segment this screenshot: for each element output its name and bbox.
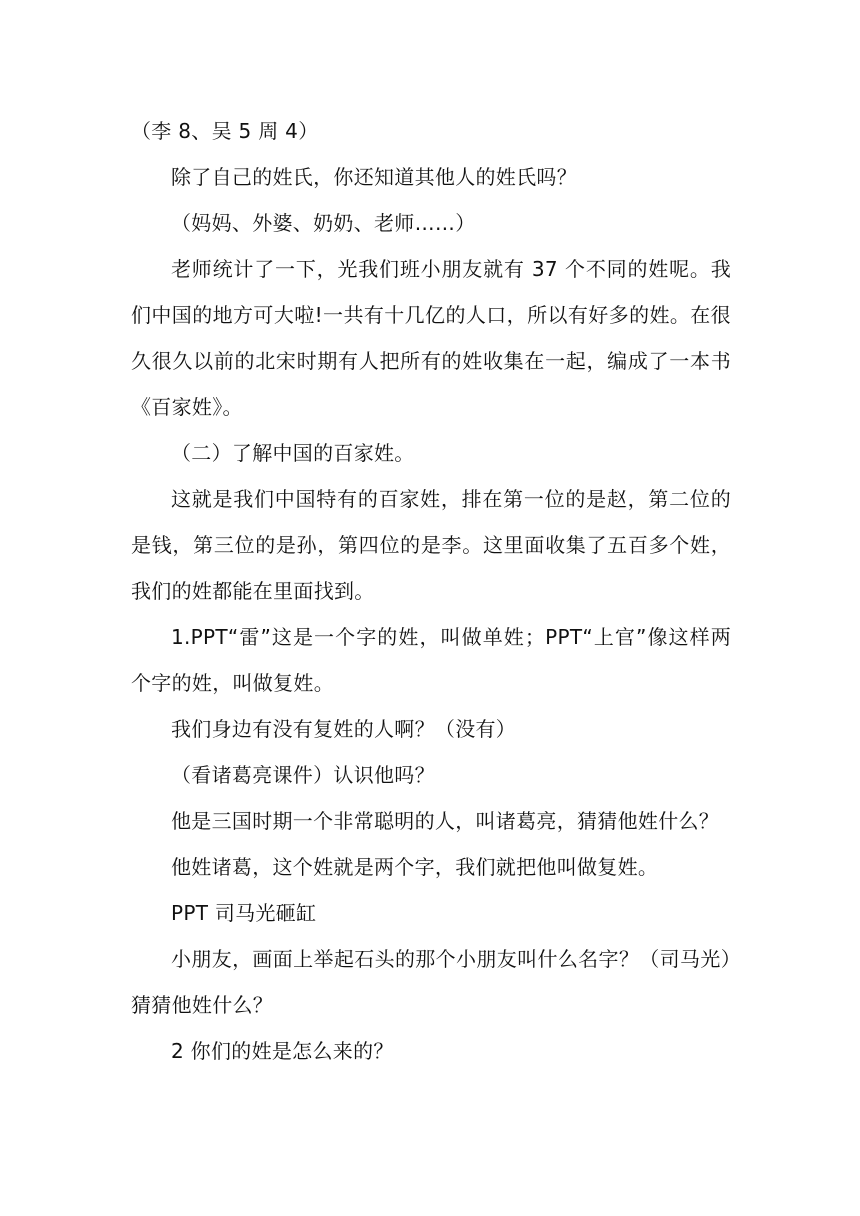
paragraph-sima-guang-slide: PPT 司马光砸缸 bbox=[171, 901, 317, 925]
paragraph-question-other-surnames: 除了自己的姓氏，你还知道其他人的姓氏吗？ bbox=[171, 165, 577, 189]
section-heading-baijiaxing: （二）了解中国的百家姓。 bbox=[171, 441, 415, 465]
paragraph-baijiaxing-order: 这就是我们中国特有的百家姓，排在第一位的是赵，第二位的是钱，第三位的是孙，第四位的是李。这里面收集了五百多个姓，我们的姓都能在里面找到。 bbox=[131, 487, 731, 603]
paragraph-surname-counts: （李 8、吴 5 周 4） bbox=[131, 119, 319, 143]
paragraph-zhuge-liang-description: 他是三国时期一个非常聪明的人，叫诸葛亮，猜猜他姓什么？ bbox=[171, 809, 720, 833]
paragraph-compound-surname-question: 我们身边有没有复姓的人啊？（没有） bbox=[171, 717, 517, 741]
paragraph-surname-statistics: 老师统计了一下，光我们班小朋友就有 37 个不同的姓呢。我们中国的地方可大啦!一共有十几亿的人口，所以有好多的姓。在很久很久以前的北宋时期有人把所有的姓收集在一起，编成了一本书《百家姓》。 bbox=[131, 257, 731, 419]
paragraph-single-compound-surnames: 1.PPT“雷”这是一个字的姓，叫做单姓；PPT“上官”像这样两个字的姓，叫做复姓。 bbox=[131, 625, 731, 695]
paragraph-sima-guang-question: 小朋友，画面上举起石头的那个小朋友叫什么名字？（司马光）猜猜他姓什么？ bbox=[131, 947, 731, 1017]
paragraph-surname-origin-question: 2 你们的姓是怎么来的？ bbox=[171, 1039, 394, 1063]
paragraph-family-examples: （妈妈、外婆、奶奶、老师……） bbox=[171, 211, 476, 235]
paragraph-zhuge-liang-intro: （看诸葛亮课件）认识他吗？ bbox=[171, 763, 435, 787]
paragraph-zhuge-surname: 他姓诸葛，这个姓就是两个字，我们就把他叫做复姓。 bbox=[171, 855, 659, 879]
document-body bbox=[131, 108, 731, 1074]
